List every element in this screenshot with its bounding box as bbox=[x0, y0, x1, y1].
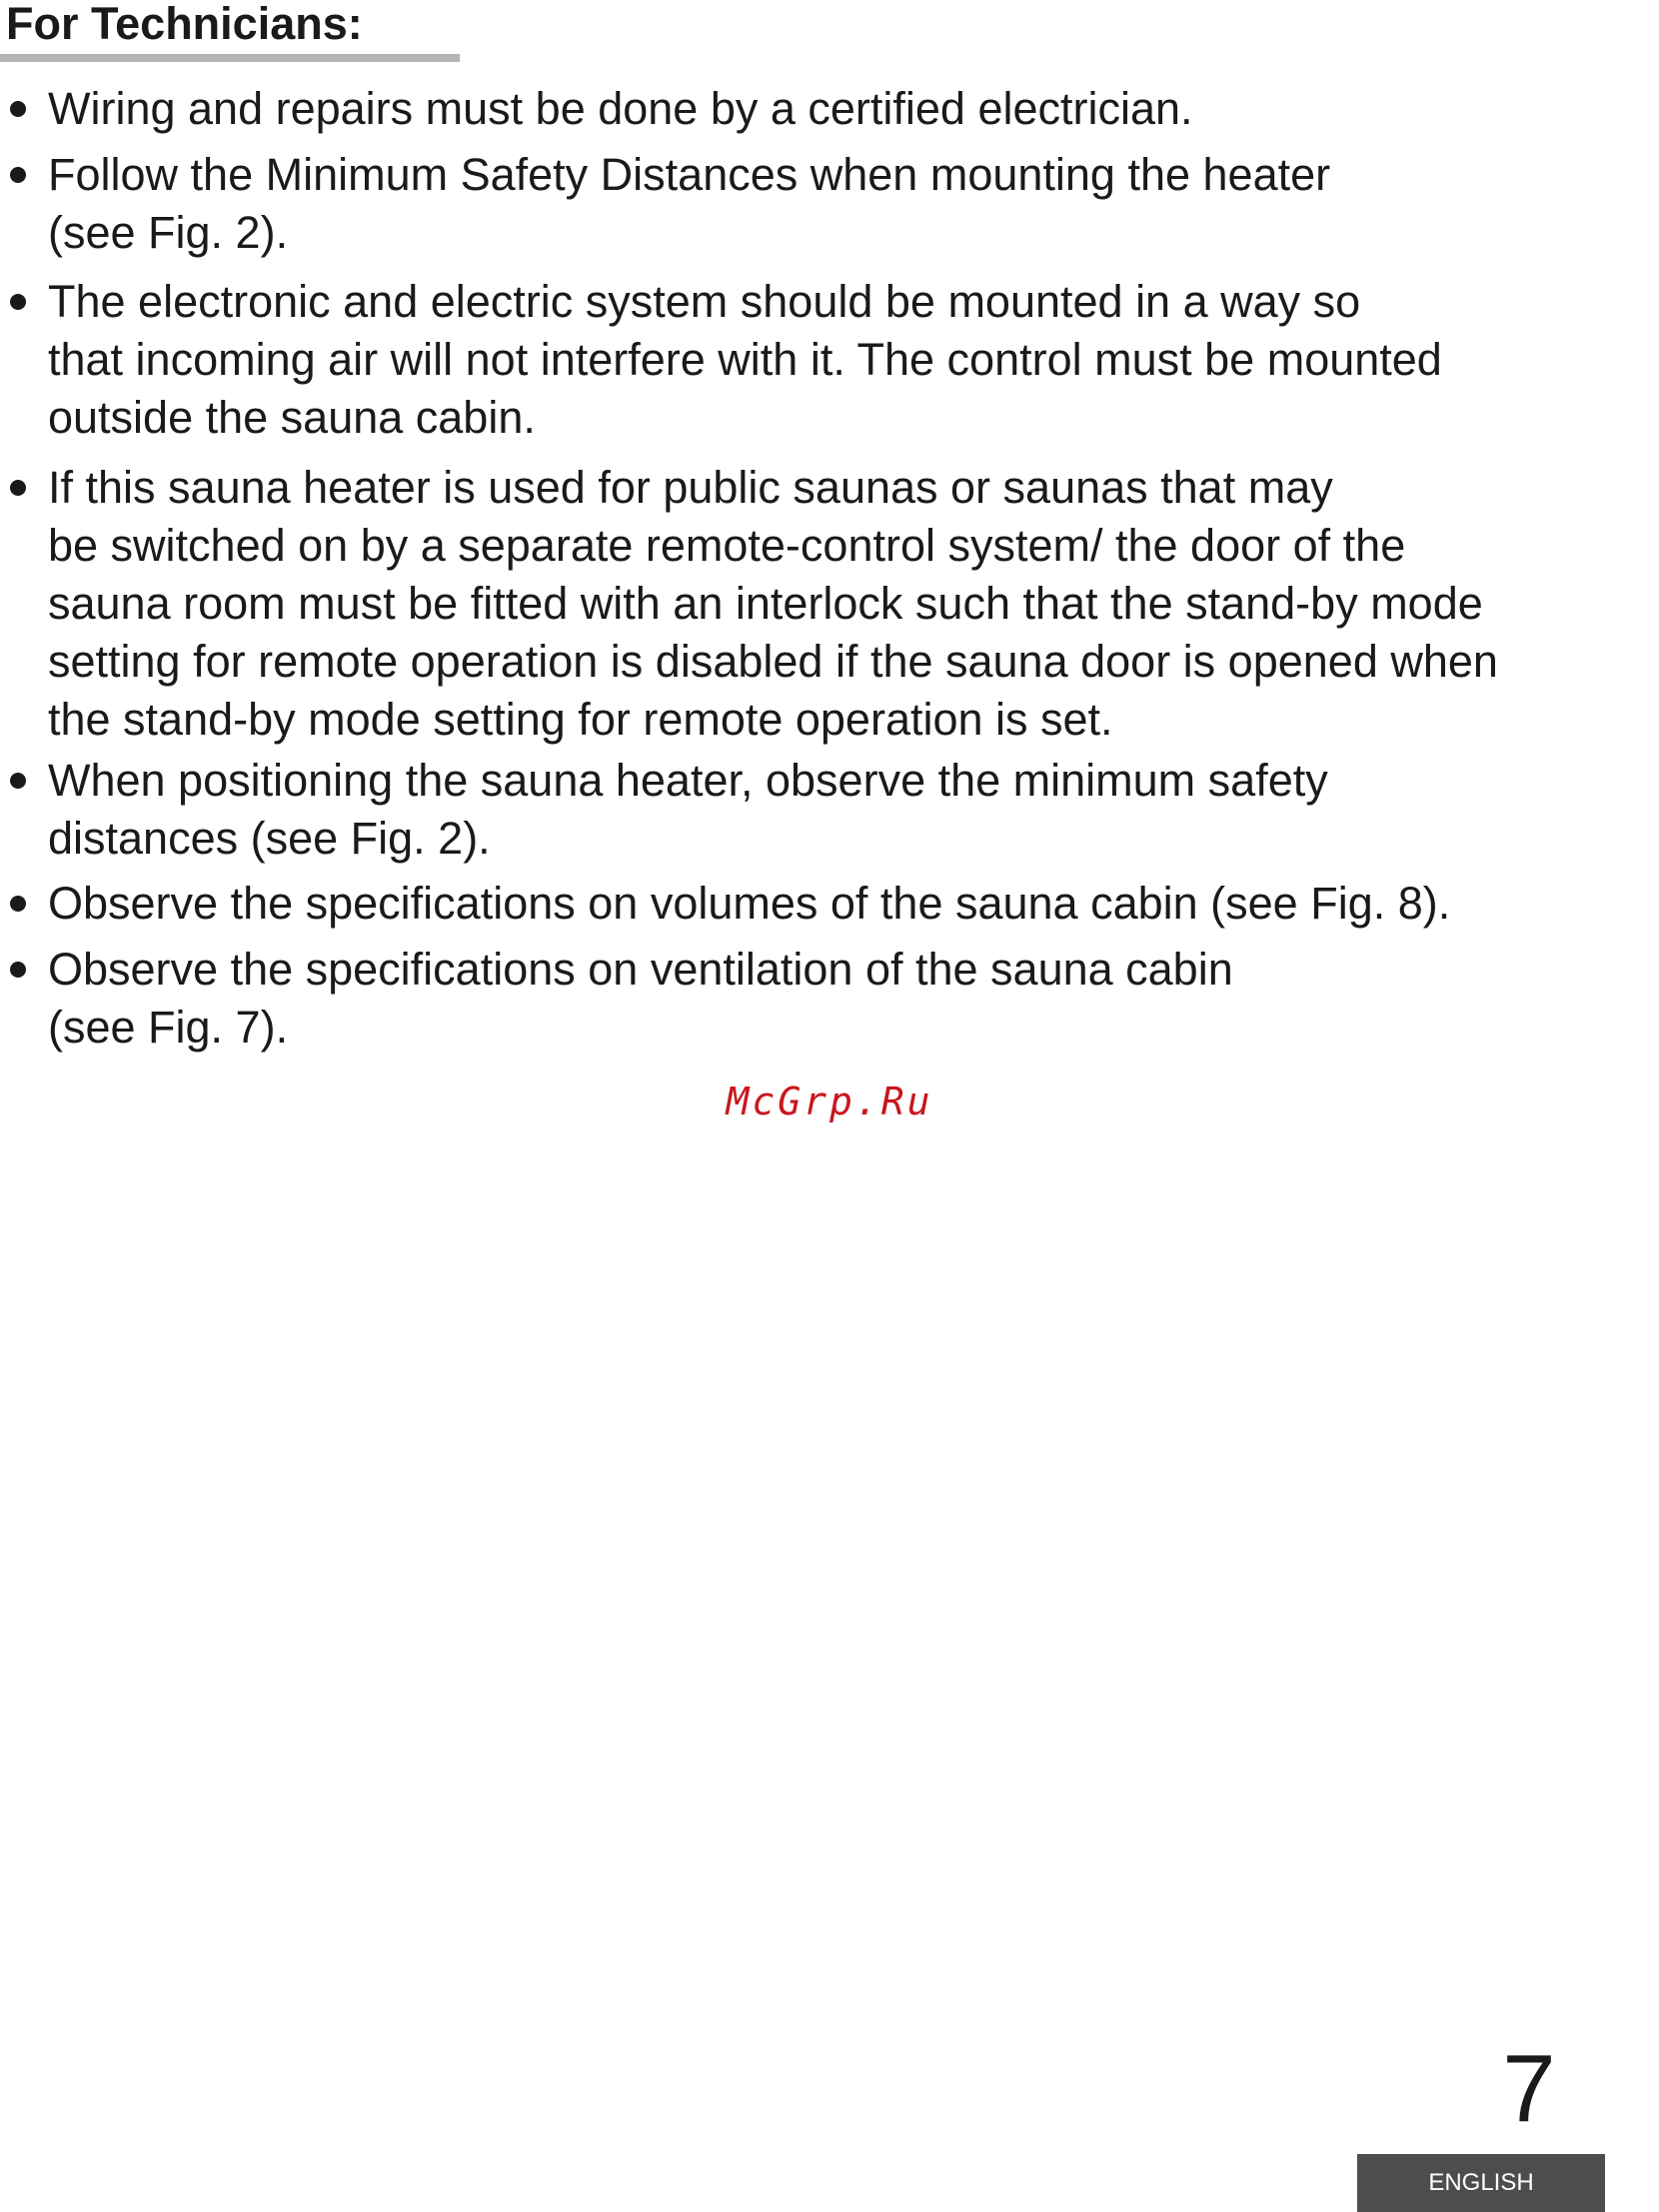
list-item bbox=[10, 459, 1649, 749]
list-item-text: Observe the specifications on volumes of the sauna cabin (see Fig. 8). bbox=[48, 878, 1451, 929]
list-item bbox=[10, 146, 1649, 262]
bullet-icon bbox=[10, 962, 26, 978]
bullet-icon bbox=[10, 167, 26, 183]
list-item-text: If this sauna heater is used for public saunas or saunas that may be switched on by a separate remote-control system/ the door of the sauna room must be fitted with an interlock such that the stand-by mode setting for remote operation is disabled if the sauna door is opened when the stand-by mode setting for remote operation is set. bbox=[48, 462, 1498, 745]
list-item bbox=[10, 80, 1649, 138]
list-item bbox=[10, 273, 1649, 447]
list-item-text: Wiring and repairs must be done by a certified electrician. bbox=[48, 83, 1193, 134]
list-item bbox=[10, 875, 1649, 933]
list-item-text: Follow the Minimum Safety Distances when mounting the heater (see Fig. 2). bbox=[48, 149, 1331, 258]
list-item bbox=[10, 752, 1649, 868]
bullet-icon bbox=[10, 294, 26, 310]
section-title: For Technicians: bbox=[6, 0, 363, 49]
list-item bbox=[10, 941, 1649, 1057]
list-item-text: Observe the specifications on ventilation of the sauna cabin (see Fig. 7). bbox=[48, 944, 1233, 1053]
bullet-icon bbox=[10, 101, 26, 117]
list-item-text: When positioning the sauna heater, observe the minimum safety distances (see Fig. 2). bbox=[48, 755, 1328, 864]
bullet-icon bbox=[10, 896, 26, 912]
list-item-text: The electronic and electric system should be mounted in a way so that incoming air will not interfere with it. The control must be mounted outside the sauna cabin. bbox=[48, 276, 1442, 443]
page-number: 7 bbox=[1502, 2035, 1556, 2142]
bullet-icon bbox=[10, 773, 26, 789]
watermark-link[interactable]: McGrp.Ru bbox=[726, 1080, 933, 1123]
title-underline bbox=[0, 54, 460, 62]
language-badge: ENGLISH bbox=[1357, 2154, 1605, 2212]
bullet-icon bbox=[10, 480, 26, 496]
